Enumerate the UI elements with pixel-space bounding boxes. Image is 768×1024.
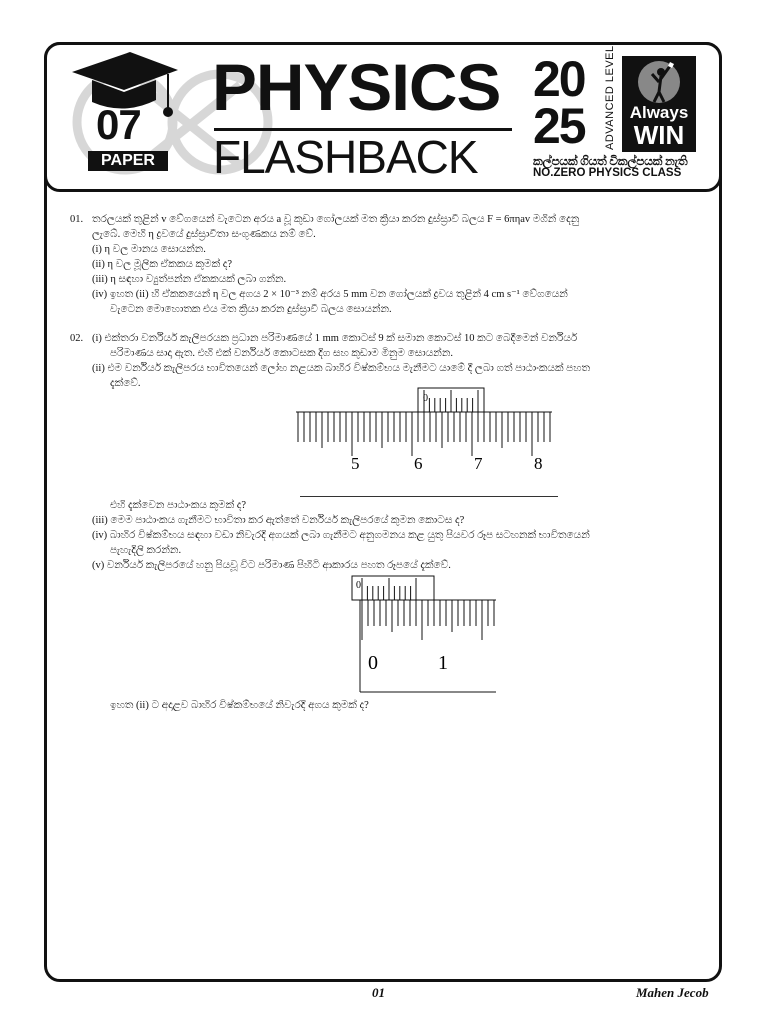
q2-part-iii: (iii) මෙම පාඨාංකය ගැනීමට භාවිතා කර ඇත්තේ වර්නියර් කැලිපරයේ කුමන කොටස ද? [92,515,465,526]
q2-part-v: (v) වර්නියර් කැලිපරයේ හනු පියවූ විට පරිමාණ පිහිටි ආකාරය පහත රූපයේ දැක්වේ. [92,560,451,571]
vernier-diagram-2 [350,574,498,696]
q1-number: 01. [70,214,84,225]
scale1-label-7: 7 [474,454,483,473]
scale1-label-8: 8 [534,454,543,473]
q2-part-ii-line1: (ii) එම වර්නියර් කැලිපරය භාවිතයෙන් ලෝහ නළයක බාහිර විෂ්කම්භය මැනීමට යාමේ දී ලබා ගත් පාඨාංකයක් පහත [92,363,591,374]
q1-part-ii: (ii) η වල මූලික ඒකකය කුමක් ද? [92,259,233,270]
scale2-main-ticks [362,600,494,640]
paper-label: PAPER [88,151,168,171]
answer-line [300,496,558,497]
year-top: 20 [533,51,585,107]
scale1-vernier-zero: 0 [423,393,428,404]
scale2-vernier-zero: 0 [356,580,361,591]
scale2-label-0: 0 [368,652,378,674]
page-number: 01 [372,985,385,1000]
author-name: Mahen Jecob [636,985,709,1000]
q1-line1: තරලයක් තුළින් v වේගයෙන් වැටෙන අරය a වූ කුඩා ගෝලයක් මත ක්‍රියා කරන දුස්ස්‍රාවී බලය F = 6πηav මගින් දෙනු [92,214,580,225]
class-name: NO.ZERO PHYSICS CLASS [533,167,682,179]
q2-final-question: ඉහත (ii) ට අදාළව බාහිර විෂ්කම්භයේ නිවැරදි අගය කුමක් ද? [110,700,369,711]
q2-part-iv-line2: පැහැදිලි කරන්න. [110,545,182,556]
q1-line2: ලැබේ. මෙහි η ද්‍රවයේ දුස්ස්‍රාවීතා සංගුණකය නම් වේ. [92,229,316,240]
advanced-level-label: ADVANCED LEVEL [604,45,616,150]
trophy-figure-icon [630,58,688,104]
scale1-label-6: 6 [414,454,423,473]
q1-part-i: (i) η වල මානය සොයන්න. [92,244,206,255]
year-bottom: 25 [533,98,585,154]
scale1-label-5: 5 [351,454,360,473]
title-flashback: FLASHBACK [213,131,478,183]
vernier-diagram-1 [296,386,552,476]
q2-part-ii-line2: දැක්වේ. [110,378,141,389]
slogan: කල්පයක් ගියත් විකල්පයක් නැති [533,154,688,168]
q1-part-iii: (iii) η සඳහා ව්‍යුත්පන්න ඒකකයක් ලබා ගන්න. [92,274,287,285]
always-label: Always [629,103,689,122]
q2-part-iv-line1: (iv) බාහිර විෂ්කම්භය සඳහා වඩා නිවැරදි අගයක් ලබා ගැනීමට අනුගමනය කළ යුතු පියවර රූප සටහනක් භාවිතයෙන් [92,530,590,541]
scale2-label-1: 1 [438,652,448,674]
win-label: WIN [633,120,685,150]
q2-part-i-line1: (i) එක්තරා වර්නියර් කැලිපරයක ප්‍රධාන පරිමාණයේ 1 mm කොටස් 9 ක් සමාන කොටස් 10 කට බෙදීමෙන් වර්නියර් [92,333,578,344]
title-physics: PHYSICS [212,50,501,124]
scale2-vernier-ticks [362,578,416,600]
q2-number: 02. [70,333,84,344]
q2-reading-question: එහි දැක්වෙන පාඨාංකය කුමක් ද? [110,500,247,511]
q1-part-iv-line1: (iv) ඉහත (ii) හි ඒකකයෙන් η වල අගය 2 × 10⁻³ නම් අරය 5 mm වන ගෝලයක් ද්‍රවය තුළින් 4 cm s⁻¹ වේගයෙන් [92,289,568,300]
q1-part-iv-line2: වැටෙන මොහොතක එය මත ක්‍රියා කරන දුස්ස්‍රාවී බලය සොයන්න. [110,304,392,315]
paper-number: 07 [96,101,141,148]
q2-part-i-line2: පරිමාණය සාදා ඇත. එහි එක් වර්නියර් කොටසක දිග සහ කුඩාම මිනුම සොයන්න. [110,348,453,359]
scale1-vernier-ticks [424,390,478,412]
scale1-main-ticks [298,412,550,456]
